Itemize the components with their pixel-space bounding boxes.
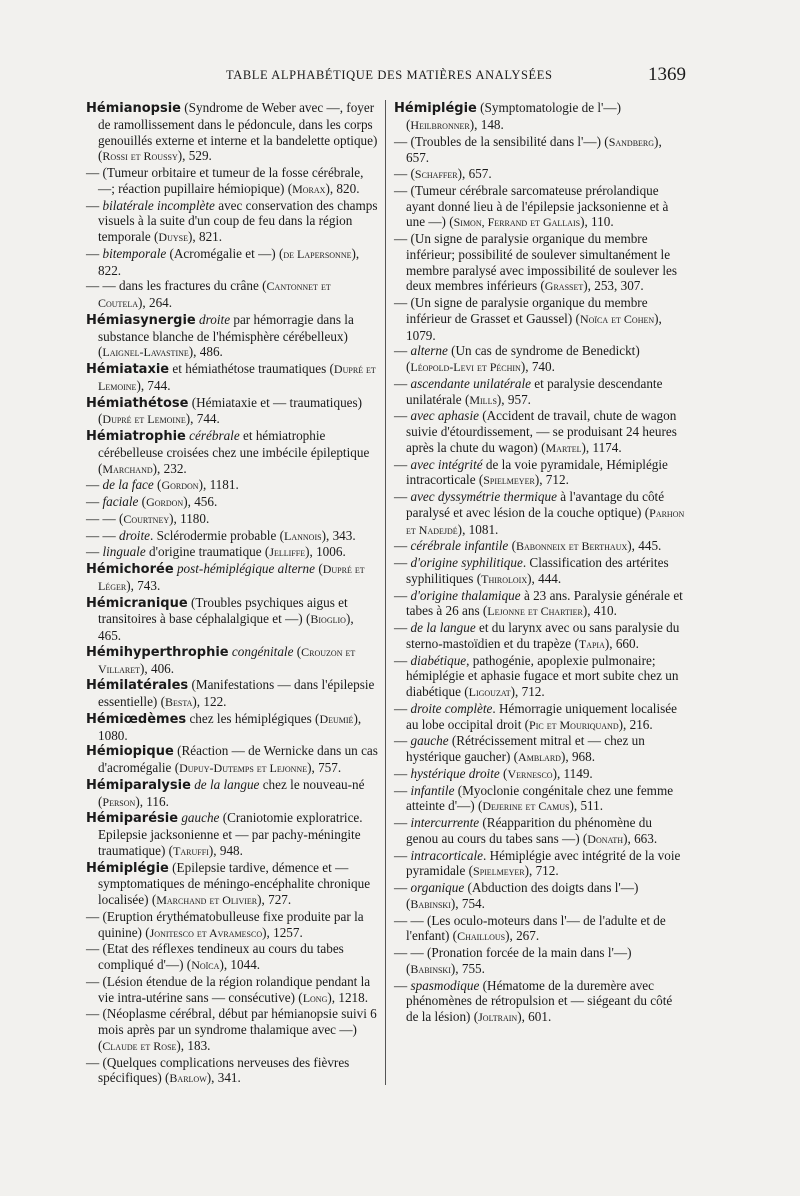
entry-text: d'origine syphilitique	[410, 555, 523, 570]
entry-text: (	[153, 477, 162, 493]
entry-text: ), 657.	[457, 166, 492, 181]
entry-text: —	[86, 477, 103, 493]
column-divider	[385, 100, 386, 1085]
entry-text: ), 727.	[257, 892, 292, 907]
entry-text: —	[394, 620, 411, 635]
entry-text: Rossi et Roussy	[102, 149, 178, 164]
entry-text: ), 406.	[140, 660, 175, 676]
entry-text: linguale	[102, 544, 146, 560]
entry-text: avec aphasie	[410, 408, 479, 424]
entry-text: et paralysie descendante unilatérale (	[406, 375, 663, 407]
index-entry	[86, 198, 378, 246]
entry-text: Jelliffe	[269, 545, 306, 560]
entry-text: Heilbronner	[410, 117, 470, 132]
entry-text: ), 1180.	[169, 510, 210, 526]
entry-headword: Hémiasynergie	[86, 312, 196, 328]
entry-text: — (Lésion étendue de la région rolandique pendant la vie intra-utérine sans — consécutive) (	[86, 973, 371, 1005]
index-entry	[86, 860, 378, 909]
entry-text: Besta	[165, 695, 193, 709]
entry-text: Lannois	[284, 528, 322, 543]
entry-text: — — (	[86, 510, 124, 526]
entry-text: ), 1079.	[406, 310, 662, 343]
index-column-left	[86, 100, 378, 1087]
entry-text: (Hémiataxie et — traumatiques) (	[98, 394, 363, 427]
entry-headword: Hémiopique	[86, 744, 174, 760]
index-entry	[394, 457, 686, 490]
entry-text: Spielmeyer	[473, 864, 525, 879]
page-header	[86, 64, 686, 90]
entry-text: ), 755.	[450, 960, 485, 976]
entry-text: Joltrain	[478, 1010, 518, 1024]
index-entry	[86, 100, 378, 165]
entry-text: —	[394, 765, 411, 781]
entry-text: ), 1044.	[219, 957, 261, 972]
entry-text: ), 264.	[138, 295, 173, 310]
entry-text: ), 456.	[183, 494, 218, 509]
index-entry	[394, 588, 686, 621]
entry-text: —	[394, 733, 411, 749]
entry-text: Léopold-Levi et Péchin	[410, 360, 521, 374]
entry-text: ), 663.	[623, 830, 658, 846]
entry-text: ), 267.	[505, 928, 540, 944]
entry-text: et hémiathétose traumatiques (	[169, 361, 334, 376]
entry-text: (Un cas de syndrome de Benedickt) (	[406, 343, 640, 374]
index-entry	[394, 489, 686, 538]
entry-text: — (	[394, 166, 415, 181]
index-entry	[86, 477, 378, 494]
index-entry	[86, 644, 378, 678]
entry-text: cérébrale infantile	[410, 538, 509, 554]
index-entry	[394, 978, 686, 1026]
entry-text: de la face	[102, 477, 154, 493]
entry-text: d'origine traumatique (	[145, 544, 270, 560]
entry-text: — (Etat des réflexes tendineux au cours du tabes compliqué d'—) (	[86, 941, 344, 972]
entry-text: faciale	[102, 494, 139, 509]
entry-text: Claude et Rose	[102, 1038, 177, 1053]
entry-text: —	[394, 375, 411, 391]
entry-text: ), 601.	[517, 1009, 552, 1024]
entry-text: (Abduction des doigts dans l'—) (	[406, 880, 639, 911]
entry-text: — — dans les fractures du crâne (	[86, 278, 267, 294]
entry-text: —	[394, 880, 411, 895]
entry-text: (Epilepsie tardive, démence et — symptomatiques de méningo-encéphalite chronique localisée) (	[98, 859, 371, 907]
entry-text: Gordon	[161, 478, 199, 493]
index-entry	[394, 815, 686, 848]
entry-text: Pic et Mouriquand	[529, 717, 619, 732]
entry-text: Amblard	[518, 750, 561, 764]
entry-text: Babinski	[410, 896, 451, 911]
entry-text: ), 822.	[98, 245, 360, 278]
entry-text: Parhon et Nadejdé	[406, 505, 685, 537]
entry-text: ascendante unilatérale	[410, 375, 531, 391]
entry-text: Tapia	[578, 636, 605, 651]
entry-text: hystérique droite	[410, 765, 500, 781]
entry-text: Grasset	[544, 279, 584, 294]
entry-text: ), 968.	[560, 749, 596, 764]
index-entry	[394, 733, 686, 766]
entry-text: alterne	[410, 343, 448, 359]
index-entry	[394, 166, 686, 183]
entry-text: ), 820.	[325, 180, 360, 196]
entry-text: diabétique	[410, 652, 467, 668]
entry-text: ), 116.	[135, 793, 169, 809]
entry-text: Ligouzat	[468, 685, 511, 699]
entry-text: —	[86, 245, 103, 261]
entry-text: —	[86, 544, 103, 560]
entry-text: Vernesco	[507, 766, 553, 781]
index-entry	[394, 880, 686, 913]
entry-text: Thiroloix	[481, 571, 528, 586]
entry-text: Marchand et Olivier	[156, 893, 258, 907]
running-title: TABLE ALPHABÉTIQUE DES MATIÈRES ANALYSÉES	[226, 68, 553, 82]
entry-text: Donath	[587, 831, 624, 846]
entry-text: congénitale	[231, 643, 294, 659]
entry-text: organique	[410, 880, 465, 895]
entry-text: Lejonne et Chartier	[487, 604, 583, 619]
entry-text: (	[138, 494, 147, 509]
entry-text: (Hématome de la duremère avec phénomènes de rétropulsion et — siégeant du côté de la lésion) (	[406, 977, 673, 1024]
entry-text: — (Eruption érythématobulleuse fixe produite par la quinine) (	[86, 908, 364, 940]
entry-text: de la langue	[194, 776, 260, 792]
entry-text: Person	[102, 794, 136, 809]
entry-headword: Hémiplégie	[394, 101, 477, 116]
entry-text: Marchand	[102, 461, 153, 476]
entry-text: ), 743.	[126, 577, 161, 593]
entry-text: Dupré et Lemoine	[102, 412, 186, 427]
entry-text: Dupuy-Dutemps et Lejonne	[179, 761, 308, 775]
entry-text: (	[508, 538, 516, 554]
entry-headword: Hémiathétose	[86, 395, 189, 411]
entry-headword: Hémihyperthrophie	[86, 644, 229, 660]
entry-text: Mills	[469, 392, 497, 407]
entry-text: . Hémiplégie avec intégrité de la voie pyramidale (	[406, 847, 681, 879]
index-entry	[394, 653, 686, 701]
entry-text: —	[394, 700, 411, 716]
entry-text: —	[394, 782, 411, 798]
entry-text: — (Néoplasme cérébral, début par hémianopsie suivi 6 mois après par un syndrome thalamique avec —) (	[86, 1006, 377, 1053]
entry-text: —	[86, 494, 103, 509]
entry-text: ), 529.	[177, 148, 212, 164]
index-entry	[86, 777, 378, 811]
entry-text: —	[394, 343, 411, 359]
entry-text: —	[394, 977, 411, 993]
entry-text: ), 744.	[185, 411, 220, 427]
entry-text: ), 1218.	[327, 989, 369, 1005]
entry-text: ), 757.	[307, 760, 342, 775]
entry-text: ), 660.	[604, 635, 639, 651]
entry-text: Barlow	[169, 1071, 207, 1086]
entry-text: ), 148.	[469, 116, 504, 132]
entry-text: ), 948.	[208, 842, 243, 858]
index-entry	[86, 974, 378, 1007]
entry-text: —	[394, 555, 411, 570]
entry-text: . Classification des artérites syphilitiques (	[406, 555, 669, 586]
entry-text: —	[86, 197, 103, 213]
entry-text: —	[394, 456, 411, 472]
entry-headword: Hémilatérales	[86, 678, 189, 694]
entry-text: — (Un signe de paralysie organique du membre inférieur de Grasset et Gaussel) (	[394, 295, 648, 326]
index-entry	[394, 408, 686, 456]
entry-headword: Hémiœdèmes	[86, 711, 187, 727]
index-entry	[394, 231, 686, 295]
index-entry	[394, 134, 686, 167]
entry-text: ), 410.	[582, 603, 617, 619]
entry-text: ), 740.	[520, 359, 555, 374]
entry-text: par hémorragie dans la substance blanche de l'hémisphère cérébelleux) (	[98, 311, 354, 360]
entry-text: —	[394, 847, 411, 863]
entry-text: ), 821.	[187, 229, 223, 244]
entry-headword: Hémiataxie	[86, 362, 170, 377]
index-entry	[86, 743, 378, 777]
entry-text: —	[394, 408, 411, 424]
entry-text: d'origine thalamique	[410, 587, 521, 603]
entry-text: ), 110.	[580, 214, 614, 230]
entry-text: (Symptomatologie de l'—) (	[406, 100, 621, 132]
index-entry	[394, 848, 686, 881]
entry-text: ), 1006.	[305, 544, 346, 560]
entry-text: gauche	[181, 810, 220, 826]
entry-text: Noïca et Cohen	[579, 311, 655, 326]
entry-text: ), 465.	[98, 611, 354, 643]
entry-text: (Syndrome de Weber avec —, foyer de ramollissement dans le pédoncule, dans les corps genouillés externe et interne et la bandelette optique) (	[98, 100, 378, 164]
entry-text: de la voie pyramidale, Hémiplégie intracorticale (	[406, 456, 668, 488]
entry-text: Courtney	[123, 511, 170, 526]
index-entry	[86, 561, 378, 595]
index-entry	[86, 395, 378, 429]
entry-text: ), 744.	[136, 377, 171, 393]
entry-text: ), 253, 307.	[583, 278, 644, 294]
entry-text: droite	[118, 527, 150, 543]
entry-text: Cantonnet et Coutela	[98, 279, 331, 310]
entry-text: Simon, Ferrand et Gallais	[453, 215, 581, 230]
entry-text: Jonitesco et Avramesco	[149, 925, 263, 940]
entry-text: Long	[302, 990, 328, 1005]
entry-headword: Hémichorée	[86, 562, 174, 577]
entry-headword: Hémiatrophie	[86, 429, 186, 444]
entry-text: — (Tumeur cérébrale sarcomateuse prérolandique ayant donné lieu à de l'épilepsie jacksonienne et à une —) (	[394, 182, 669, 230]
entry-headword: Hémiparésie	[86, 811, 179, 827]
entry-text: —	[394, 587, 411, 603]
entry-text: Morax	[292, 181, 326, 196]
entry-text: (Acromégalie et —) (	[166, 245, 284, 261]
index-entry	[86, 909, 378, 942]
page-number: 1369	[648, 64, 686, 85]
entry-text: Spielmeyer	[483, 473, 535, 488]
entry-text: — (Un signe de paralysie organique du membre inférieur; possibilité de soulever simultanément le membre paralysé avec impossibilité de soulever les deux membres inférieurs (	[394, 231, 677, 294]
entry-text: —	[394, 652, 411, 668]
index-entry	[394, 913, 686, 946]
entry-text: avec conservation des champs visuels à la suite d'un coup de feu dans la région temporale (	[98, 197, 378, 244]
index-entry	[86, 278, 378, 312]
entry-text: . Sclérodermie probable (	[149, 527, 285, 543]
entry-text: de Lapersonne	[283, 246, 352, 261]
entry-text: Babinski	[410, 961, 451, 976]
entry-text: ), 444.	[527, 570, 562, 586]
index-entry	[86, 361, 378, 395]
entry-text: ), 216.	[618, 716, 653, 732]
entry-text: Sandberg	[608, 134, 655, 149]
entry-text: Dupré et Lemoine	[98, 362, 376, 393]
entry-text: droite	[199, 311, 231, 327]
index-entry	[86, 1055, 378, 1088]
index-entry	[86, 595, 378, 644]
entry-text: spasmodique	[410, 977, 480, 993]
entry-text: (Réaction — de Wernicke dans un cas d'acromégalie (	[98, 743, 378, 775]
entry-text: post-hémiplégique alterne	[176, 561, 316, 576]
index-entry	[394, 766, 686, 783]
entry-text: ), 712.	[534, 472, 569, 488]
index-entry	[86, 511, 378, 528]
entry-text: Noïca	[191, 958, 220, 972]
entry-text: —	[394, 538, 411, 554]
entry-text: (Accident de travail, chute de wagon suivie d'étourdissement, — se produisant 24 heures après la chute du wagon) (	[406, 408, 677, 455]
entry-text: Babonneix et Berthaux	[515, 539, 628, 554]
entry-text: Deumié	[319, 711, 354, 726]
entry-text: . Hémorragie uniquement localisée au lobe occipital droit (	[406, 700, 677, 732]
entry-text: ), 712.	[524, 863, 559, 879]
index-entry	[394, 555, 686, 588]
entry-text: (	[499, 765, 508, 781]
entry-text: (Troubles psychiques aigus et transitoires à base céphalalgique et —) (	[98, 594, 348, 627]
entry-text: ), 183.	[176, 1037, 211, 1053]
entry-text: ), 1081.	[457, 521, 499, 537]
index-entry	[394, 783, 686, 816]
index-entry	[394, 620, 686, 653]
index-entry	[86, 544, 378, 561]
entry-text: intracorticale	[410, 847, 484, 863]
index-entry	[394, 295, 686, 343]
entry-text: ), 957.	[496, 391, 531, 407]
entry-text: chez les hémiplégiques (	[186, 710, 320, 726]
entry-text: (Réapparition du phénomène du genou au cours du tabes sans —) (	[406, 815, 652, 846]
index-entry	[394, 100, 686, 134]
entry-text: — (Tumeur orbitaire et tumeur de la fosse cérébrale, —; réaction pupillaire hémiopique) (	[86, 165, 364, 196]
entry-text: —	[394, 815, 411, 830]
index-entry	[86, 165, 378, 198]
entry-text: Duyse	[158, 230, 188, 244]
entry-text: Schaffer	[414, 167, 458, 181]
index-entry	[86, 810, 378, 859]
entry-text: à l'avantage du côté paralysé et avec lésion de la couche optique) (	[406, 489, 665, 520]
entry-text: Chaillous	[457, 929, 506, 944]
entry-text: cérébrale	[189, 428, 240, 443]
entry-text: Dejerine et Camus	[482, 799, 570, 814]
index-entry	[86, 711, 378, 744]
entry-text: avec intégrité	[410, 456, 483, 472]
entry-text: — — (Pronation forcée de la main dans l'—) (	[394, 945, 632, 976]
index-entry	[86, 1006, 378, 1054]
index-entry	[394, 538, 686, 555]
entry-text: ), 1181.	[198, 477, 239, 493]
entry-text: Dupré et Léger	[98, 562, 365, 593]
entry-text: Gordon	[146, 495, 184, 509]
entry-text: (Rétrécissement mitral et — chez un hystérique gaucher) (	[406, 733, 645, 764]
entry-text: — — (Les oculo-moteurs dans l'— de l'adulte et de l'enfant) (	[394, 912, 666, 944]
index-column-right	[394, 100, 686, 1026]
entry-text: gauche	[410, 733, 449, 749]
entry-text: ), 1257.	[262, 924, 303, 940]
entry-text: ), 1080.	[98, 710, 362, 743]
entry-text: infantile	[410, 782, 455, 798]
entry-text: — (Quelques complications nerveuses des fièvres spécifiques) (	[86, 1054, 350, 1086]
entry-text: bilatérale incomplète	[102, 197, 215, 213]
entry-text: (Craniotomie exploratrice. Epilepsie jacksonienne et — par pachy-méningite traumatique) (	[98, 810, 363, 858]
entry-text: ), 1149.	[552, 765, 593, 781]
index-entry	[86, 528, 378, 545]
index-entry	[394, 183, 686, 231]
entry-text: (Manifestations — dans l'épilepsie essentielle) (	[98, 677, 375, 709]
entry-headword: Hémicranique	[86, 595, 188, 611]
entry-text: ), 343.	[321, 527, 356, 543]
entry-text: Crouzon et Villaret	[98, 644, 356, 676]
entry-text: — —	[86, 527, 119, 543]
index-entry	[86, 312, 378, 361]
entry-text: et hémiatrophie cérébelleuse croisées chez une imbécile épileptique (	[98, 428, 370, 476]
entry-text: ), 122.	[192, 694, 227, 709]
index-entry	[394, 376, 686, 409]
entry-text: — (Troubles de la sensibilité dans l'—) (	[394, 133, 609, 149]
entry-text: ), 511.	[569, 798, 604, 814]
entry-text: ), 232.	[152, 460, 187, 476]
entry-text: ), 754.	[450, 895, 485, 911]
entry-headword: Hémianopsie	[86, 101, 181, 116]
entry-text: Taruffi	[173, 843, 209, 858]
index-entry	[394, 701, 686, 734]
entry-text: et du larynx avec ou sans paralysie du sterno-mastoïdien et du trapèze (	[406, 620, 680, 651]
index-entry	[86, 677, 378, 711]
entry-text: ), 1174.	[581, 439, 622, 455]
entry-text: Laignel-Lavastine	[102, 345, 189, 360]
entry-text: Martel	[545, 440, 582, 455]
entry-text: à 23 ans. Paralysie générale et tabes à 26 ans (	[406, 587, 683, 619]
index-entry	[394, 945, 686, 978]
entry-text: ), 712.	[510, 684, 545, 699]
entry-text: ), 657.	[406, 133, 662, 166]
entry-text: ), 445.	[627, 538, 662, 554]
index-entry	[86, 941, 378, 974]
entry-text: de la langue	[410, 620, 476, 635]
index-entry	[86, 428, 378, 477]
entry-text: Bioglio	[310, 612, 346, 627]
entry-text: ), 486.	[188, 344, 223, 360]
entry-text: chez le nouveau-né (	[98, 776, 365, 809]
entry-text: bitemporale	[102, 245, 167, 261]
entry-headword: Hémiparalysie	[86, 777, 191, 793]
index-entry	[86, 494, 378, 511]
entry-text: droite complète	[410, 700, 493, 716]
entry-text: —	[394, 489, 411, 504]
entry-text: (Myoclonie congénitale chez une femme atteinte d'—) (	[406, 782, 674, 814]
entry-text: ), 341.	[206, 1070, 241, 1086]
index-entry	[86, 246, 378, 279]
index-entry	[394, 343, 686, 376]
entry-text: (	[293, 643, 302, 659]
entry-text: , pathogénie, apoplexie pulmonaire; hémiplégie et aphasie fugace et mort subite chez un diabétique (	[406, 652, 679, 699]
entry-text: (	[315, 561, 323, 576]
entry-text: intercurrente	[410, 815, 480, 830]
entry-headword: Hémiplégie	[86, 860, 169, 876]
entry-text: avec dyssymétrie thermique	[410, 489, 557, 504]
